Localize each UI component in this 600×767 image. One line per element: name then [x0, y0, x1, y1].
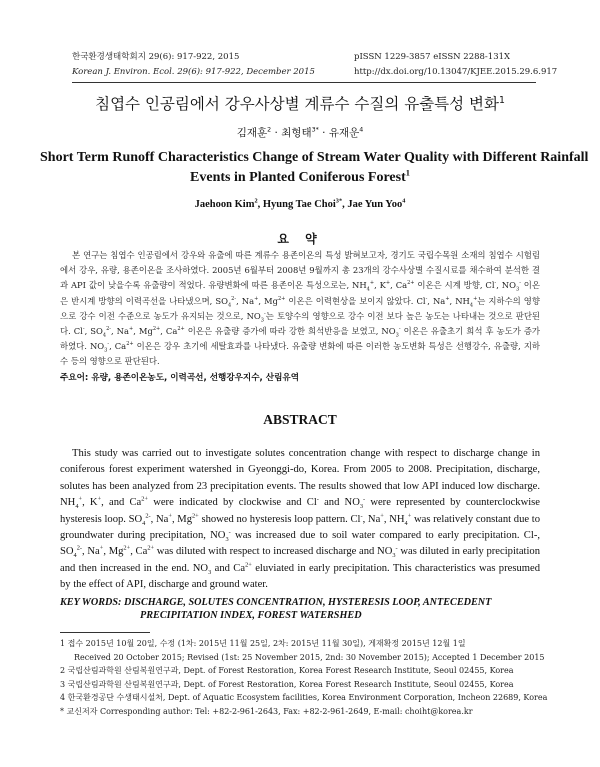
abstract-ko [60, 248, 540, 370]
journal-citation-ko: 한국환경생태학회지 29(6): 917-922, 2015 [72, 52, 240, 62]
footnotes [60, 637, 548, 719]
author-en: Jaehoon Kim [194, 199, 255, 210]
footnote-corresponding: * 교신저자 Corresponding author: Tel: +82-2-961-2643, Fax: +82-2-961-2649, E-mail: choiht@korea.kr [60, 706, 473, 716]
keywords-en-line2: PRECIPITATION INDEX, FOREST WATERSHED [140, 609, 362, 621]
abstract-en-heading: ABSTRACT [263, 412, 337, 427]
keywords-en-line1: KEY WORDS: DISCHARGE, SOLUTES CONCENTRATION, HYSTERESIS LOOP, ANTECEDENT [60, 597, 492, 608]
issn-line: pISSN 1229-3857 eISSN 2288-131X [354, 52, 511, 62]
authors-en: Jaehoon Kim$^2$, Hyung Tae Choi$^{3*}$, Jae Yun Yoo$^4$ [194, 197, 406, 210]
header-rule [72, 82, 536, 83]
abstract-ko-paragraph: 본 연구는 침엽수 인공림에서 강우와 유출에 따른 계류수 용존이온의 특성 밝혀보고자, 경기도 국립수목원 소재의 침엽수 시험림에서 강우, 유량, 용존이온을 조사하였다. 2005년 6월부터 2008년 9월까지 총 23개의 강수사상별 수질시료를 채수하여 분석한 결과 API 값이 낮을수록 유출량이 적었다. 유량변화에 따른 용존이온 특성으로는, $NH_4^+$, K+, $Ca^{2+}$ 이온은 시계 방향, Cl-, $NO_3^-$ 이온은 반시계 방향의 이력곡선을 나타냈으며, $SO_4^{2-}$, Na+, $Mg^{2+}$ 이온은 이력현상을 보이지 않았다. Cl-, Na+, $NH_4^+$는 지하수의 영향으로 강수 이전 수준으로 농도가 유지되는 것으로, $NO_3^-$는 토양수의 영향으로 강수 이전 보다 높은 농도는 나타내는 것으로 판단된다. Cl-, $SO_4^{2-}$, Na+, $Mg^{2+}$, $Ca^{2+}$ 이온은 유출량 증가에 따라 강한 희석반응을 보였고, $NO_3^-$ 이온은 유출초기 희석 후 농도가 증가하였다. $NO_3^-$, $Ca^{2+}$ 이온은 강우 초기에 세탈효과를 나타냈다. 유출량 변화에 따른 이러한 농도변화 특성은 선행강수, 유출량, 지하수 등의 영향으로 판단된다. [60, 250, 541, 367]
author-ko: 유재운 [328, 127, 360, 139]
title-ko: 침엽수 인공림에서 강우사상별 계류수 수질의 유출특성 변화$^1$ [95, 94, 505, 113]
abstract-ko-heading: 요 약 [277, 232, 323, 246]
doi-link[interactable]: http://dx.doi.org/10.13047/KJEE.2015.29.6.917 [354, 67, 558, 77]
title-en-line2: Events in Planted Coniferous Forest$^1$ [190, 168, 410, 185]
abstract-en [60, 446, 540, 594]
journal-header-right [354, 50, 557, 80]
footnote: 1 접수 2015년 10월 20일, 수정 (1차: 2015년 11월 25일, 2차: 2015년 11월 30일), 게재확정 2015년 12월 1일 [60, 639, 466, 648]
authors-ko: 김재훈$^2$ · 최형태$^{3*}$ · 유재운$^4$ [236, 126, 364, 139]
keywords-ko: 주요어: 유량, 용존이온농도, 이력곡선, 선행강우지수, 산림유역 [60, 373, 299, 383]
keywords-en [60, 597, 540, 622]
author-ko: 김재훈 [236, 127, 268, 139]
footnote: 2 국립산림과학원 산림복원연구과, Dept. of Forest Restoration, Korea Forest Research Institute, Seoul 02455, Korea [60, 666, 514, 676]
journal-header-left [72, 50, 315, 80]
footnote: 4 한국환경공단 수생태시설처, Dept. of Aquatic Ecosystem facilities, Korea Environment Corporation, Incheon 22689, Korea [60, 693, 548, 703]
title-en-line1: Short Term Runoff Characteristics Change of Stream Water Quality with Different Rainfall [40, 150, 589, 165]
author-ko: 최형태 [281, 127, 312, 139]
footnote: Received 20 October 2015; Revised (1st: 25 November 2015, 2nd: 30 November 2015); Accepted 1 December 2015 [74, 652, 545, 662]
author-en: Hyung Tae Choi [262, 199, 336, 210]
footnote: 3 국립산림과학원 산림복원연구과, Dept. of Forest Restoration, Korea Forest Research Institute, Seoul 02455, Korea [60, 679, 514, 689]
abstract-en-paragraph: This study was carried out to investigate solutes concentration change with respect to discharge change in coniferous forest experiment watershed in Gyeonggi-do, Korea. From 2005 to 2008. Precipitation, discharge, solutes has been analyzed from 23 precipitation events. The results showed that low API induced low discharge. $NH_4^+$, K+, and $Ca^{2+}$ were indicated by clockwise and Cl- and $NO_3^-$ were represented by counterclockwise hysteresis loop. $SO_4^{2-}$, Na+, $Mg^{2+}$ showed no hysteresis loop pattern. Cl-, Na+, $NH_4^+$ was relatively constant due to groundwater during precipitation, $NO_3^-$ was increased due to soil water compared to early precipitation. Cl-, $SO_4^{2-}$, Na+, $Mg^{2+}$, $Ca^{2+}$ was diluted with respect to increased discharge and $NO_3^-$ was diluted in early precipitation and then increased in the end. $NO_3$ and $Ca^{2+}$ eluviated in early precipitation. This characteristics was presumed by the effect of API, discharge and ground water. [60, 448, 541, 591]
author-en: Jae Yun Yoo [347, 199, 403, 210]
journal-citation-en: Korean J. Environ. Ecol. 29(6): 917-922, December 2015 [72, 67, 315, 77]
footnote-rule [60, 632, 150, 633]
